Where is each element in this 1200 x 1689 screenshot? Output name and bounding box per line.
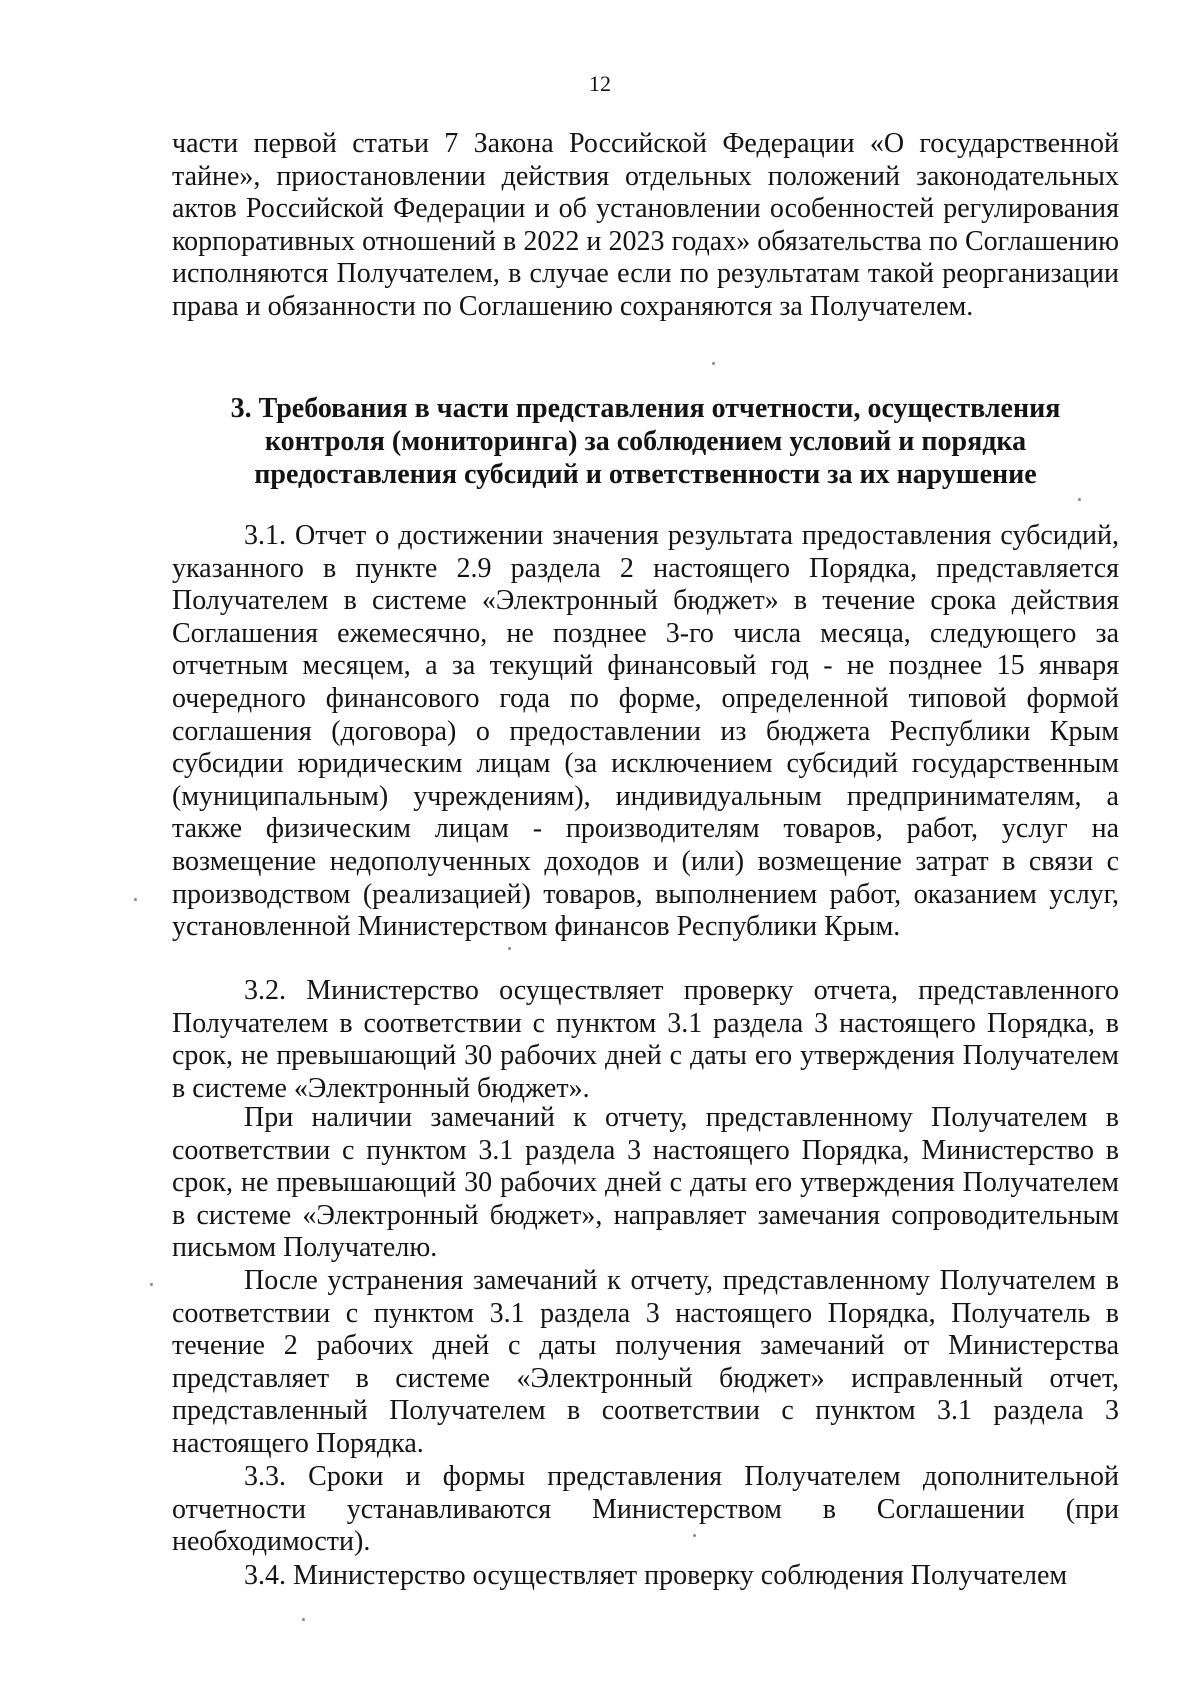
section-heading-line: контроля (мониторинга) за соблюдением условий и порядка (264, 426, 1027, 457)
paragraph-3-3: 3.3. Сроки и формы представления Получателем дополнительной отчетности устанавливаются Министерством в Соглашении (при необходимости). (172, 1461, 1119, 1558)
paragraph-3-2: 3.2. Министерство осуществляет проверку отчета, представленного Получателем в соответствии с пунктом 3.1 раздела 3 настоящего Порядка, в срок, не превышающий 30 рабочих дней с даты его утверждения Получателем в системе «Электронный бюджет». (172, 975, 1119, 1104)
paragraph-3-2-remarks: При наличии замечаний к отчету, представленному Получателем в соответствии с пунктом 3.1 раздела 3 настоящего Порядка, Министерство в срок, не превышающий 30 рабочих дней с даты его утверждения Получателем в системе «Электронный бюджет», направляет замечания сопроводительным письмом Получателю. (172, 1102, 1119, 1264)
section-heading (172, 392, 1119, 491)
paragraph-continuation: части первой статьи 7 Закона Российской Федерации «О государственной тайне», приостановлении действия отдельных положений законодательных актов Российской Федерации и об установлении особенностей регулирования корпоративных отношений в 2022 и 2023 годах» обязательства по Соглашению исполняются Получателем, в случае если по результатам такой реорганизации права и обязанности по Соглашению сохраняются за Получателем. (172, 128, 1119, 322)
page-number: 12 (589, 71, 611, 96)
paragraph-3-1: 3.1. Отчет о достижении значения результата предоставления субсидий, указанного в пункте 2.9 раздела 2 настоящего Порядка, представляется Получателем в системе «Электронный бюджет» в течение срока действия Соглашения ежемесячно, не позднее 3-го числа месяца, следующего за отчетным месяцем, а за текущий финансовый год - не позднее 15 января очередного финансового года по форме, определенной типовой формой соглашения (договора) о предоставлении из бюджета Республики Крым субсидии юридическим лицам (за исключением субсидий государственным (муниципальным) учреждениям), индивидуальным предпринимателям, а также физическим лицам - производителям товаров, работ, услуг на возмещение недополученных доходов и (или) возмещение затрат в связи с производством (реализацией) товаров, выполнением работ, оказанием услуг, установленной Министерством финансов Республики Крым. (172, 520, 1119, 943)
scan-speck (712, 362, 715, 365)
scan-speck (150, 1283, 153, 1286)
scan-speck (508, 947, 511, 950)
paragraph-3-4: 3.4. Министерство осуществляет проверку соблюдения Получателем (244, 1560, 1068, 1591)
scan-speck (302, 1618, 305, 1621)
section-heading-line: предоставления субсидий и ответственности за их нарушение (254, 459, 1037, 490)
scan-speck (1078, 498, 1081, 501)
section-heading-line: 3. Требования в части представления отчетности, осуществления (230, 393, 1061, 424)
scan-speck (693, 1534, 696, 1537)
paragraph-3-2-corrections: После устранения замечаний к отчету, представленному Получателем в соответствии с пунктом 3.1 раздела 3 настоящего Порядка, Получатель в течение 2 рабочих дней с даты получения замечаний от Министерства представляет в системе «Электронный бюджет» исправленный отчет, представленный Получателем в соответствии с пунктом 3.1 раздела 3 настоящего Порядка. (172, 1265, 1119, 1459)
scan-speck (134, 898, 137, 901)
